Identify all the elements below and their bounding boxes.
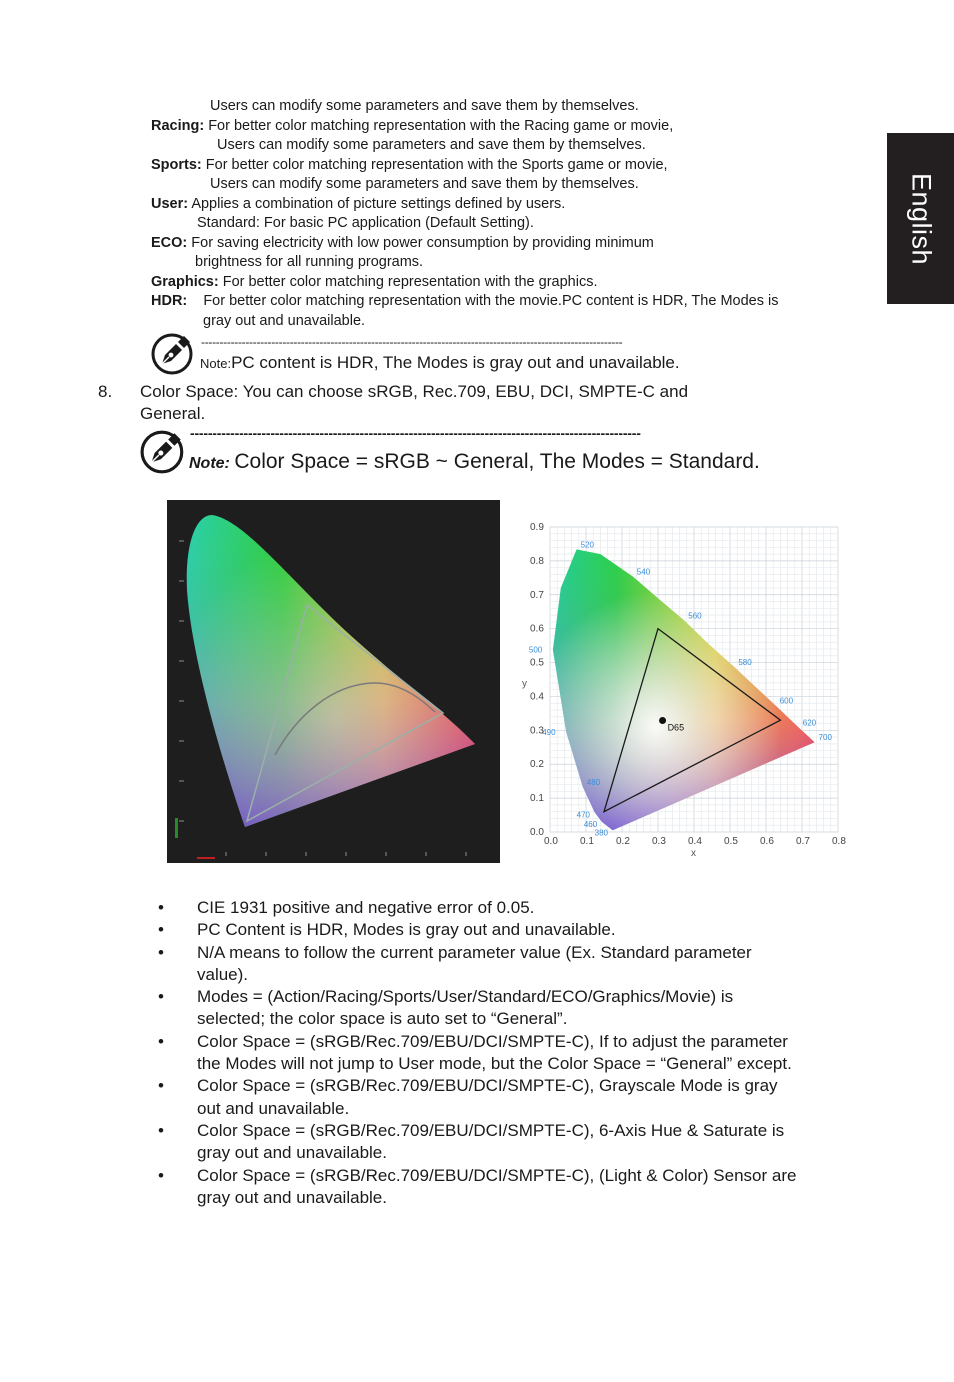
mode-hdr-term: HDR: [151,293,188,309]
bullet-item [158,919,858,941]
x-tick-labels [544,836,846,847]
bullet-dot: • [158,942,164,962]
bullet-dot: • [158,1031,164,1051]
bullet-item [158,1165,858,1210]
language-tab-label: English [906,172,936,265]
note2-dashes: ----------------------------------------------------------------------------------------------------- [190,425,641,441]
note1-text: PC content is HDR, The Modes is gray out and unavailable. [231,353,680,372]
bullet-text-line: Color Space = (sRGB/Rec.709/EBU/DCI/SMPTE-C), (Light & Color) Sensor are [197,1165,797,1185]
bullet-text-line: CIE 1931 positive and negative error of 0.05. [197,898,535,917]
bullet-dot: • [158,1165,164,1185]
chart-left-axis-marker [197,857,215,859]
mode-racing-desc: For better color matching representation with the Racing game or movie, [208,118,674,134]
x-tick-label: 0.6 [760,836,774,847]
bullet-item [158,1031,858,1076]
mode-eco-term: ECO: [151,235,188,251]
mode-hdr-desc: For better color matching representation with the movie.PC content is HDR, The Modes is [203,293,779,309]
mode-eco-desc: For saving electricity with low power consumption by providing minimum [191,235,654,251]
mode-hdr [151,292,778,311]
mode-user-term: User: [151,196,189,212]
y-tick-label: 0.8 [530,555,544,567]
wavelength-label: 520 [580,540,594,550]
bullet-item [158,986,858,1031]
y-tick-label: 0.6 [530,623,544,635]
mode-sports-desc: For better color matching representation with the Sports game or movie, [205,157,668,173]
x-tick-label: 0.7 [796,836,810,847]
mode-continuation-line: Users can modify some parameters and save them by themselves. [210,98,639,114]
x-tick-label: 0.5 [724,836,738,847]
bullet-list [158,897,858,1209]
note1 [200,352,680,375]
white-point [659,717,666,724]
wavelength-label: 580 [738,657,752,667]
cie-diagram-dark [167,500,500,863]
bullet-text-line: value). [197,964,249,984]
wavelength-label: 470 [576,810,590,820]
wavelength-label: 540 [636,567,651,577]
language-tab [887,133,954,304]
y-tick-label: 0.7 [530,589,544,601]
bullet-dot: • [158,1076,164,1096]
note-pen-icon [140,428,188,476]
y-axis-label: y [522,678,527,690]
mode-sports-term: Sports: [151,157,202,173]
note2-label: Note: [189,455,230,472]
note1-label: Note: [200,356,232,371]
bullet-item [158,942,858,987]
note2 [189,450,760,474]
item8-line1: Color Space: You can choose sRGB, Rec.709, EBU, DCI, SMPTE-C and [140,382,689,401]
wavelength-label: 380 [594,828,608,838]
item8-number: 8. [98,382,113,401]
wavelength-label: 460 [583,819,598,829]
note-pen-icon [151,331,197,377]
wavelength-label: 500 [528,645,543,655]
y-tick-label: 0.1 [530,793,544,805]
bullet-text-line: gray out and unavailable. [197,1187,387,1207]
x-tick-label: 0.3 [652,836,666,847]
bullet-text-line: Color Space = (sRGB/Rec.709/EBU/DCI/SMPTE-C), 6-Axis Hue & Saturate is [197,1120,785,1140]
mode-graphics-term: Graphics: [151,274,219,290]
item8-line2: General. [140,404,206,423]
y-tick-label: 0.9 [530,522,544,533]
bullet-dot: • [158,987,164,1007]
mode-hdr-desc2: gray out and unavailable. [203,313,366,329]
bullet-item [158,1120,858,1165]
y-tick-label: 0.0 [530,827,544,838]
bullet-text-line: selected; the color space is auto set to “General”. [197,1009,568,1029]
chart-left-axis-marker [175,818,178,838]
bullet-dot: • [158,898,164,917]
bullet-text-line: PC Content is HDR, Modes is gray out and unavailable. [197,920,616,940]
x-tick-label: 0.1 [580,836,594,847]
bullet-text-line: out and unavailable. [197,1098,350,1118]
mode-user [151,195,565,214]
x-tick-label: 0.0 [544,836,558,847]
bullet-text-line: the Modes will not jump to User mode, but the Color Space = “General” except. [197,1054,792,1074]
note2-text: Color Space = sRGB ~ General, The Modes = Standard. [234,450,760,473]
note1-dashes: ------------------------------------------------------------------------------------------------------------------ [201,335,623,349]
bullet-text-line: Color Space = (sRGB/Rec.709/EBU/DCI/SMPTE-C), Grayscale Mode is gray [197,1076,778,1096]
x-tick-label: 0.8 [832,836,846,847]
y-tick-label: 0.2 [530,759,544,771]
wavelength-label: 600 [779,696,794,706]
wavelength-label: 700 [818,733,832,743]
mode-eco-desc2: brightness for all running programs. [195,254,424,270]
bullet-dot: • [158,1120,164,1140]
white-point-label: D65 [667,722,685,733]
mode-graphics [151,273,598,292]
bullet-dot: • [158,920,164,940]
bullet-text-line: Color Space = (sRGB/Rec.709/EBU/DCI/SMPTE-C), If to adjust the parameter [197,1031,788,1051]
wavelength-label: 560 [688,611,702,621]
bullet-text-line: N/A means to follow the current parameter value (Ex. Standard parameter [197,942,752,962]
mode-racing-term: Racing: [151,118,205,134]
bullet-item [158,1075,858,1120]
bullet-item [158,897,858,919]
cie-diagram-gridded [516,505,848,863]
x-tick-label: 0.2 [616,836,630,847]
x-tick-label: 0.4 [688,836,702,847]
wavelength-label: 620 [802,718,817,728]
wavelength-label: 490 [542,728,556,738]
mode-sports [151,156,668,175]
bullet-text-line: gray out and unavailable. [197,1143,387,1163]
mode-racing [151,117,673,136]
mode-user-desc: Applies a combination of picture settings defined by users. [191,196,566,212]
mode-standard-desc: Standard: For basic PC application (Default Setting). [197,215,534,231]
x-axis-label: x [691,848,696,859]
mode-eco [151,234,654,253]
y-tick-label: 0.4 [530,691,544,703]
mode-graphics-desc: For better color matching representation with the graphics. [222,274,598,290]
bullet-text-line: Modes = (Action/Racing/Sports/User/Standard/ECO/Graphics/Movie) is [197,987,734,1007]
y-tick-label: 0.5 [530,657,544,669]
y-tick-label: 0.3 [530,725,544,737]
mode-racing-desc2: Users can modify some parameters and save them by themselves. [217,137,646,153]
wavelength-label: 480 [586,777,601,787]
mode-sports-desc2: Users can modify some parameters and save them by themselves. [210,176,639,192]
